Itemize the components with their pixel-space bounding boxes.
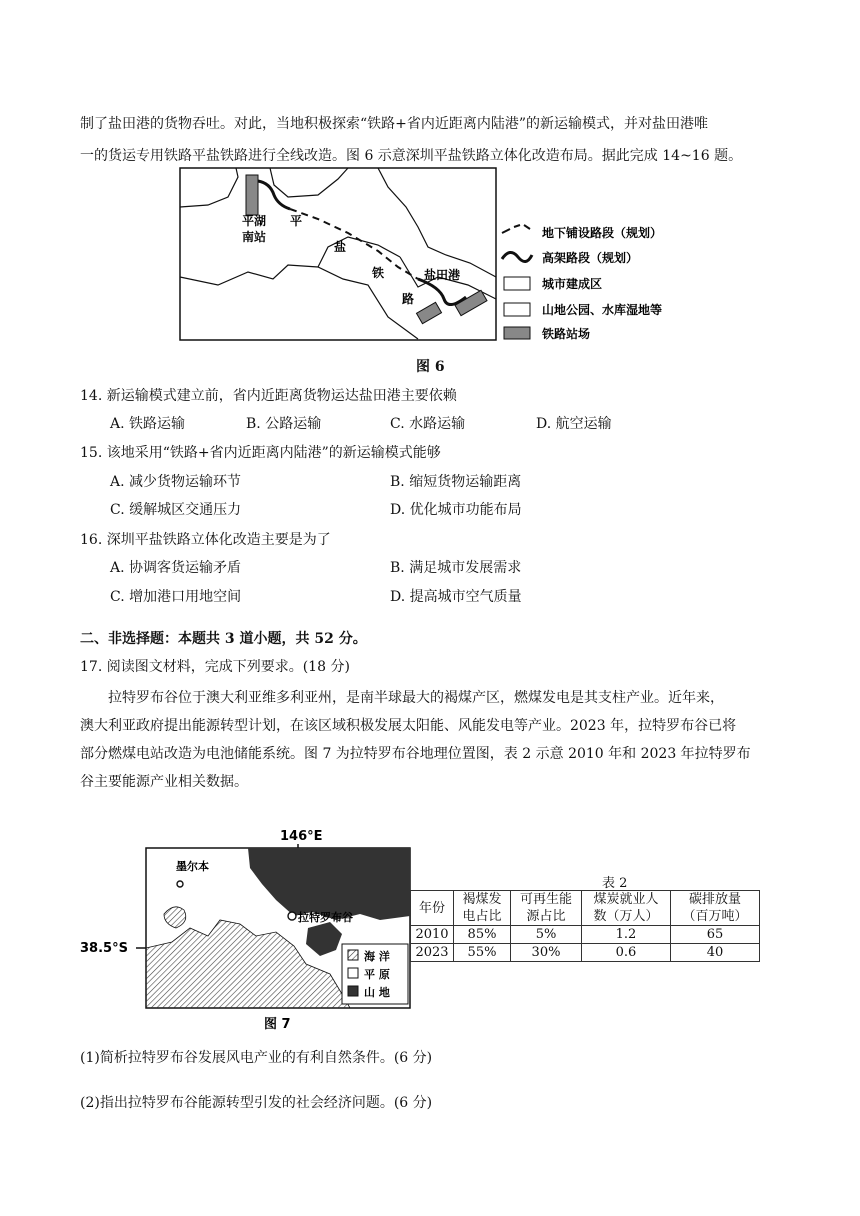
intro-line-2: 一的货运专用铁路平盐铁路进行全线改造。图 6 示意深圳平盐铁路立体化改造布局。据此完成 14~16 题。 (80, 148, 743, 164)
fig7-valley-label: 拉特罗布谷 (298, 911, 353, 924)
table-2-cell: 55% (454, 944, 511, 962)
q16-option-c: C. 增加港口用地空间 (110, 589, 242, 605)
fig6-pinghu-station (246, 175, 258, 215)
fig7-legend-mountain-icon (348, 986, 358, 996)
fig7-legend-sea-icon (348, 950, 358, 960)
q15-option-d: D. 优化城市功能布局 (390, 502, 522, 518)
table-2-row-2023 (411, 944, 760, 962)
table-2-cell: 30% (511, 944, 582, 962)
table-2-header-line: 年份 (418, 900, 445, 916)
fig6-map-frame (180, 168, 496, 340)
q16-option-a: A. 协调客货运输矛盾 (110, 560, 242, 576)
fig7-latitude: 38.5°S (80, 941, 128, 956)
fig6-legend-elevated-icon (502, 252, 532, 261)
q16-stem: 16. 深圳平盐铁路立体化改造主要是为了 (80, 532, 331, 548)
table-2-cell: 1.2 (582, 926, 671, 944)
table-2-title: 表 2 (602, 876, 628, 891)
q14-option-b: B. 公路运输 (246, 416, 322, 432)
figure-6-caption: 图 6 (416, 359, 445, 375)
q17-para-3: 部分燃煤电站改造为电池储能系统。图 7 为拉特罗布谷地理位置图，表 2 示意 2010 年和 2023 年拉特罗布 (80, 746, 751, 762)
q14-option-a: A. 铁路运输 (110, 416, 186, 432)
table-2-header-cell (411, 891, 454, 926)
figure-7-caption: 图 7 (264, 1017, 291, 1032)
fig7-longitude: 146°E (280, 829, 323, 844)
q16-option-b: B. 满足城市发展需求 (390, 560, 522, 576)
table-2-header-line: 煤炭就业人 (593, 892, 659, 907)
figure-7-map (80, 824, 420, 1034)
q17-sub-1: (1)简析拉特罗布谷发展风电产业的有利自然条件。(6 分) (80, 1050, 433, 1066)
q15-option-c: C. 缓解城区交通压力 (110, 502, 242, 518)
q14-stem: 14. 新运输模式建立前，省内近距离货物运达盐田港主要依赖 (80, 388, 457, 404)
q15-option-a: A. 减少货物运输环节 (110, 474, 242, 490)
fig7-legend-plain-icon (348, 968, 358, 978)
table-2 (410, 890, 760, 962)
table-2-header-row (411, 891, 760, 926)
q17-para-2: 澳大利亚政府提出能源转型计划，在该区域积极发展太阳能、风能发电等产业。2023 年，拉特罗布谷已将 (80, 718, 737, 734)
fig6-label-pinghu: 平湖 (242, 214, 267, 228)
fig6-legend-urban-icon (504, 277, 530, 290)
table-2-header-line: 源占比 (526, 909, 566, 924)
table-2-header-line: 可再生能 (519, 892, 572, 907)
table-2-cell: 65 (671, 926, 760, 944)
q17-stem: 17. 阅读图文材料，完成下列要求。(18 分) (80, 659, 350, 675)
fig6-legend-station-icon (504, 327, 530, 339)
fig6-label-rail-2: 盐 (334, 240, 347, 254)
table-2-header-cell (511, 891, 582, 926)
fig6-legend-elevated: 高架路段（规划） (542, 251, 639, 265)
table-2-header-line: 褐煤发 (462, 892, 502, 907)
table-2-cell: 85% (454, 926, 511, 944)
q17-sub-2: (2)指出拉特罗布谷能源转型引发的社会经济问题。(6 分) (80, 1095, 433, 1111)
table-2-header-line: 电占比 (462, 909, 502, 924)
fig6-legend-park-icon (504, 303, 530, 316)
q15-option-b: B. 缩短货物运输距离 (390, 474, 522, 490)
q14-option-d: D. 航空运输 (536, 416, 612, 432)
fig6-legend-urban: 城市建成区 (542, 277, 603, 291)
fig7-city-marker (177, 881, 183, 887)
table-2-header-line: （百万吨） (682, 909, 748, 924)
fig6-label-nanzhan: 南站 (242, 230, 267, 244)
table-2-cell: 2023 (411, 944, 454, 962)
table-2-cell: 40 (671, 944, 760, 962)
fig7-city-label: 墨尔本 (176, 860, 209, 873)
fig7-valley-marker (288, 912, 296, 920)
q15-stem: 15. 该地采用“铁路+省内近距离内陆港”的新运输模式能够 (80, 445, 441, 461)
q16-option-d: D. 提高城市空气质量 (390, 589, 522, 605)
table-2-header-cell (671, 891, 760, 926)
table-2-row-2010 (411, 926, 760, 944)
fig7-legend-mountain: 山 地 (364, 986, 390, 999)
figure-6-map (178, 167, 688, 345)
table-2-header-line: 碳排放量 (688, 892, 741, 907)
fig6-label-port: 盐田港 (424, 268, 461, 282)
q17-para-1: 拉特罗布谷位于澳大利亚维多利亚州，是南半球最大的褐煤产区，燃煤发电是其支柱产业。近年来， (108, 690, 724, 706)
fig6-label-rail-4: 路 (402, 292, 415, 306)
table-2-cell: 2010 (411, 926, 454, 944)
table-2-cell: 5% (511, 926, 582, 944)
fig6-legend-underground: 地下铺设路段（规划） (542, 226, 663, 240)
table-2-header-cell (582, 891, 671, 926)
intro-line-1: 制了盐田港的货物吞吐。对此，当地积极探索“铁路+省内近距离内陆港”的新运输模式，并对盐田港唯 (80, 116, 709, 132)
table-2-header-line: 数（万人） (593, 909, 659, 924)
fig7-legend-sea: 海 洋 (364, 950, 390, 963)
fig6-legend-underground-icon (502, 225, 530, 233)
fig6-label-rail-3: 铁 (372, 266, 385, 280)
fig7-legend-plain: 平 原 (364, 968, 390, 981)
fig6-legend-station: 铁路站场 (542, 327, 591, 341)
table-2-header-cell (454, 891, 511, 926)
section-2-heading: 二、非选择题：本题共 3 道小题，共 52 分。 (80, 631, 367, 647)
q17-para-4: 谷主要能源产业相关数据。 (80, 774, 248, 790)
fig6-legend-park: 山地公园、水库湿地等 (542, 303, 663, 317)
fig6-label-rail-1: 平 (290, 214, 303, 228)
q14-option-c: C. 水路运输 (390, 416, 466, 432)
table-2-cell: 0.6 (582, 944, 671, 962)
